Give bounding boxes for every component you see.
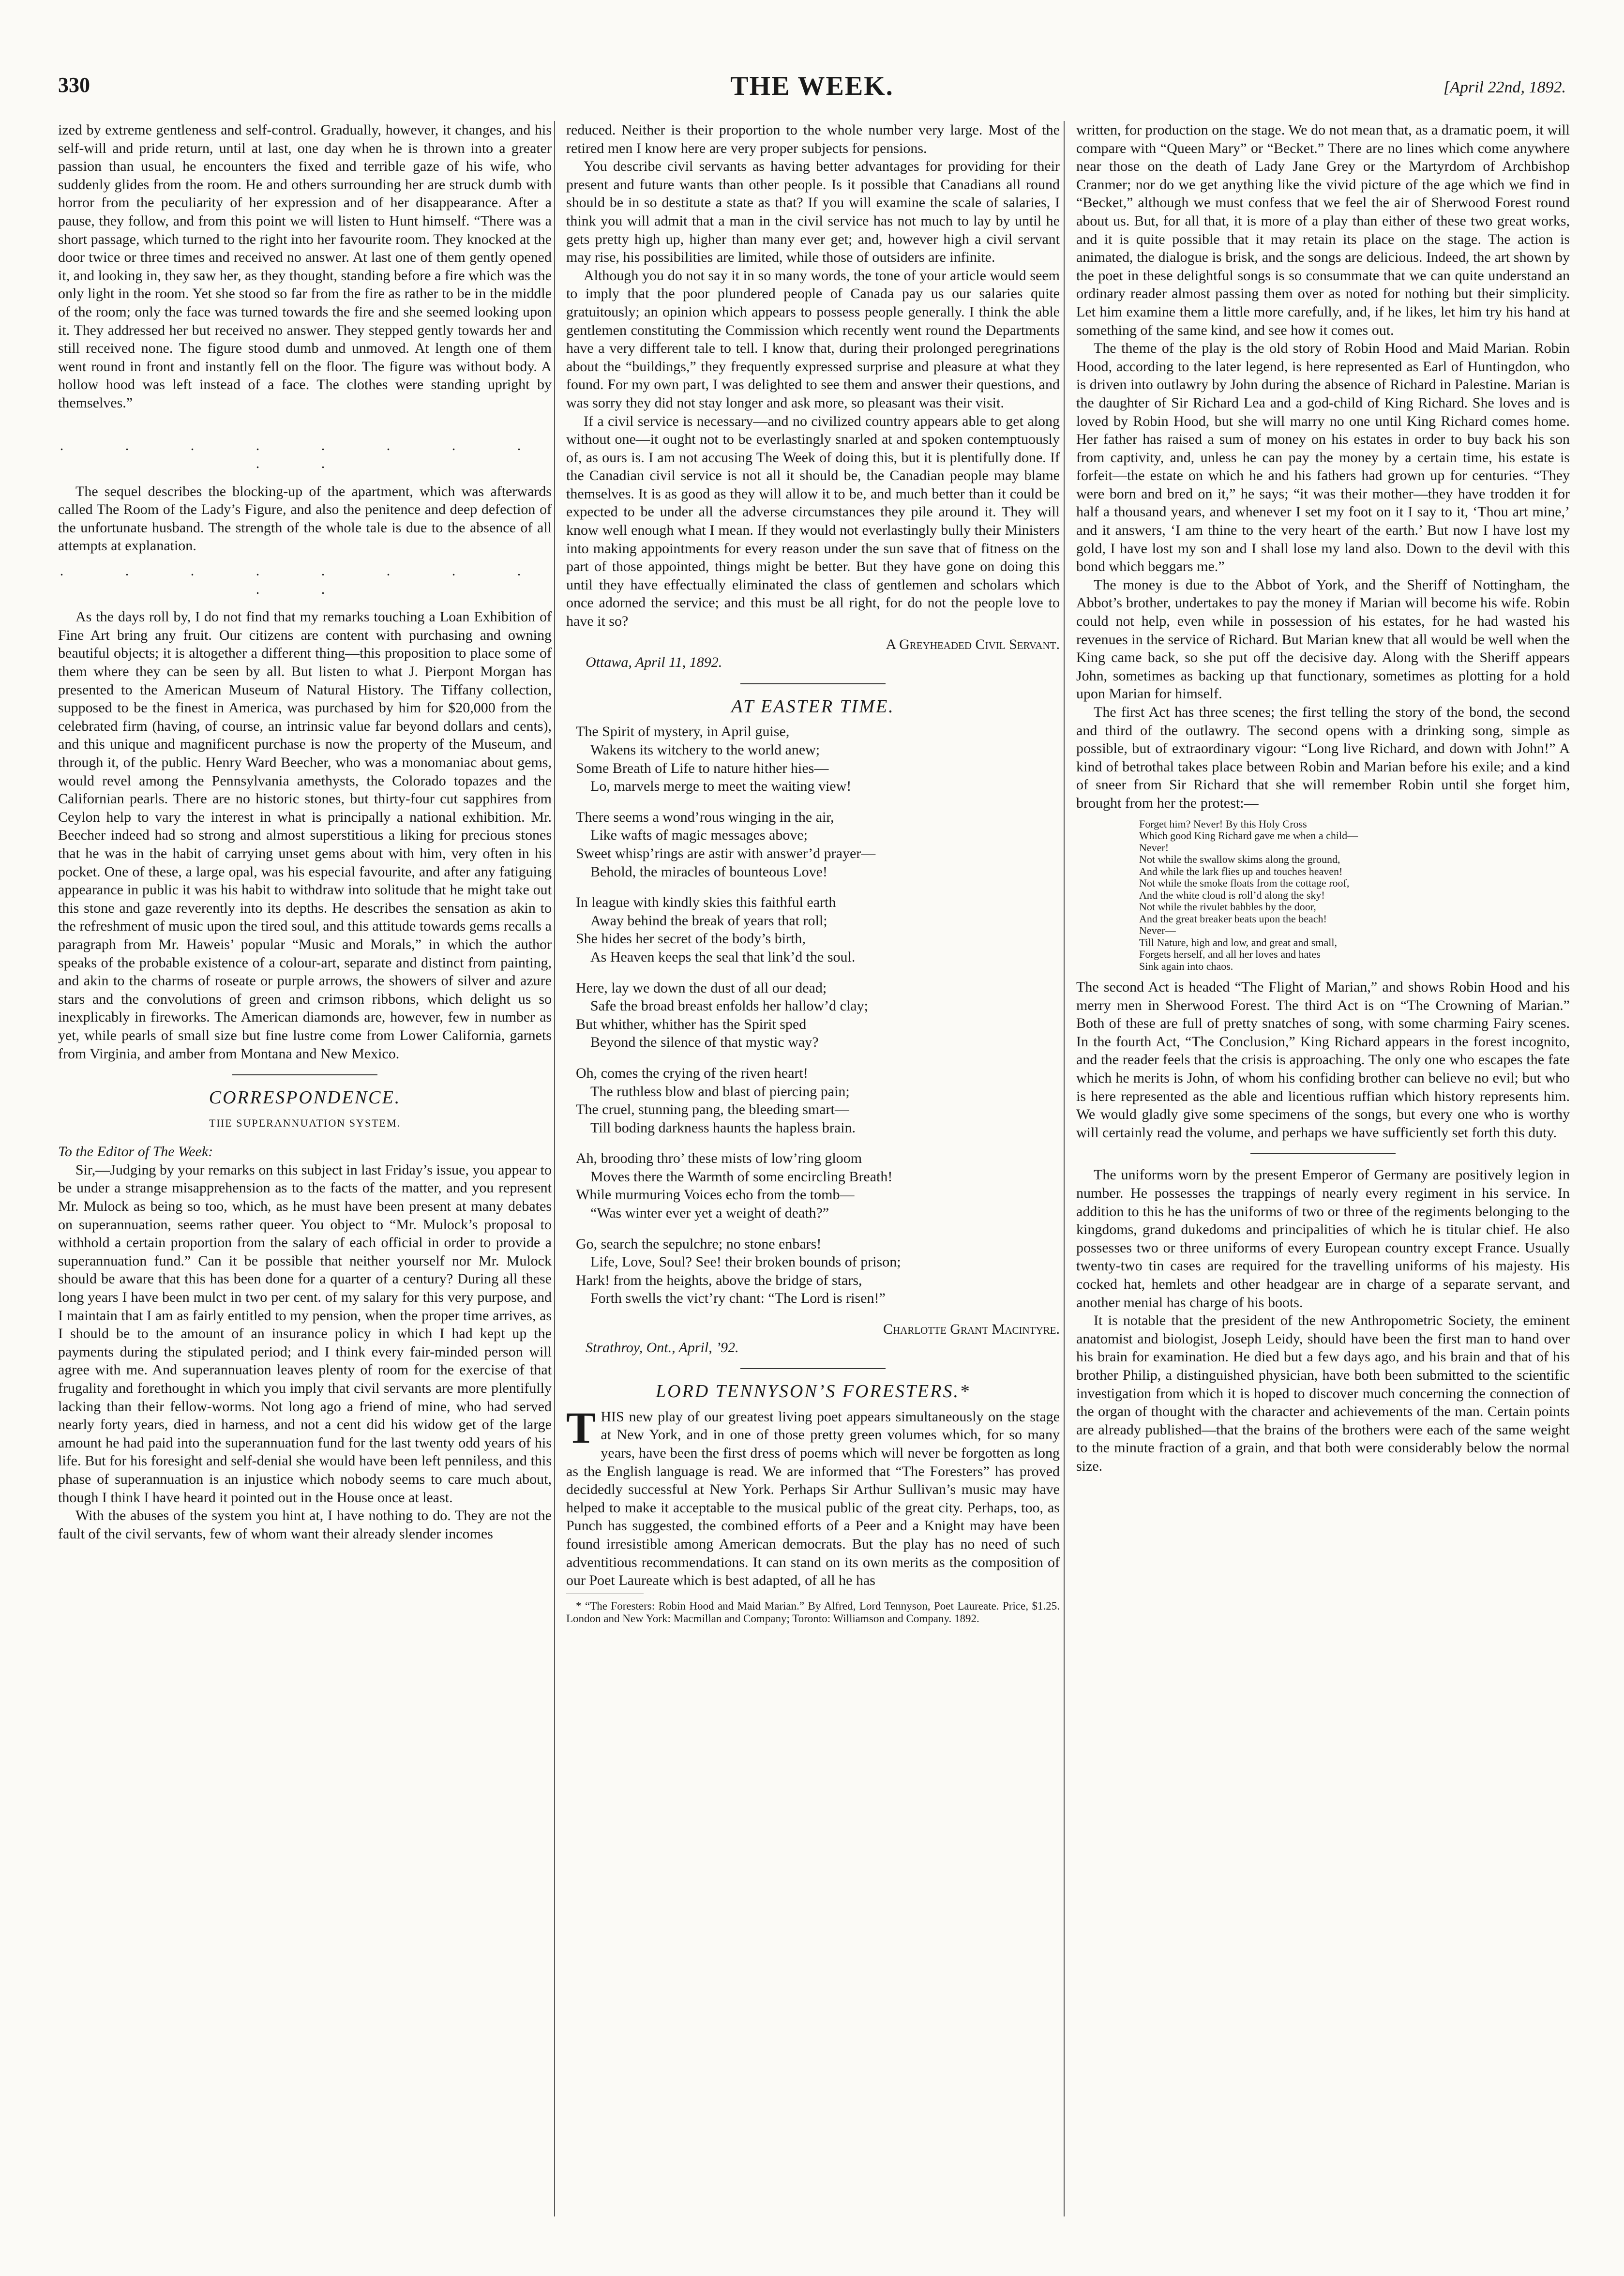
poem-dateline: Strathroy, Ont., April, ’92. — [586, 1339, 739, 1356]
column-divider — [554, 121, 555, 2216]
verse-line: Which good King Richard gave me when a child— — [1139, 829, 1358, 842]
poem-line: Oh, comes the crying of the riven heart! — [576, 1065, 808, 1081]
poem-author: Charlotte Grant Macintyre. — [883, 1321, 1060, 1338]
poem-line: Till boding darkness haunts the hapless brain. — [590, 1119, 856, 1136]
section-rule — [740, 683, 886, 684]
poem-stanza — [576, 723, 1060, 795]
verse-line: Forget him? Never! By this Holy Cross — [1139, 817, 1307, 830]
verse-line: Forgets herself, and all her loves and hates — [1139, 948, 1321, 961]
verse-line: And while the lark flies up and touches heaven! — [1139, 865, 1343, 877]
poem-line: There seems a wond’rous winging in the air, — [576, 809, 834, 825]
verse-line: Never— — [1139, 924, 1176, 937]
poem-line: Beyond the silence of that mystic way? — [590, 1034, 819, 1051]
section-rule — [740, 1368, 886, 1369]
poem-line: Ah, brooding thro’ these mists of low’ring gloom — [576, 1150, 862, 1167]
review-paragraph-text: HIS new play of our greatest living poet appears simultaneously on the stage at New York, and in one of those pretty green volumes which, for so many years, have been the first dress of poems which will never be forgotten as long as the English language is read. We are informed that “The Foresters” has proved decidedly successful at New York. Perhaps Sir Arthur Sullivan’s music may have helped to make it acceptable to the musical public of the great city. Perhaps, too, as Punch has suggested, the combined efforts of a Peer and a Knight may have been found irresistible among American democrats. But the play has no need of such adventitious recommendations. It can stand on its own merits as the composition of our Poet Laureate which is best adapted, of all he has — [566, 1408, 1060, 1589]
review-paragraph: The first Act has three scenes; the first telling the story of the bond, the second and third of the outlawry. The second opens with a drinking song, simple as possible, but of extraordinary vigour: “Long live Richard, and down with John!” A kind of betrothal takes place between Robin and Marian before his exile; and a kind of sneer from Sir Richard that she will remember Robin until she forget him, brought from her the protest:— — [1076, 704, 1570, 811]
verse-line: Till Nature, high and low, and great and small, — [1139, 936, 1337, 949]
column-1 — [58, 121, 552, 1543]
poem-title: AT EASTER TIME. — [731, 696, 895, 717]
poem-line: While murmuring Voices echo from the tomb— — [576, 1187, 855, 1203]
poem-line: As Heaven keeps the seal that link’d the soul. — [590, 949, 856, 965]
section-gap — [58, 412, 552, 430]
poem-line: The cruel, stunning pang, the bleeding smart— — [576, 1101, 849, 1118]
poem-line: She hides her secret of the body’s birth, — [576, 931, 806, 947]
letter-paragraph: reduced. Neither is their proportion to the whole number very large. Most of the retired men I know here are very proper subjects for pensions. — [566, 122, 1060, 156]
verse-line: And the white cloud is roll’d along the sky! — [1139, 889, 1325, 901]
page-number: 330 — [58, 73, 90, 97]
review-dropcap: T — [566, 1402, 596, 1452]
letter-subtitle: THE SUPERANNUATION SYSTEM. — [209, 1116, 401, 1129]
poem-line: Behold, the miracles of bounteous Love! — [590, 863, 827, 880]
column-divider — [1064, 121, 1065, 2216]
letter-paragraph: Although you do not say it in so many words, the tone of your article would seem to imply that the poor plundered people of Canada pay us our salaries quite gratuitously; an opinion which appears to possess people generally. I think the able gentlemen constituting the Commission which recently went round the Departments have a very different tale to tell. I know that, during their prolonged peregrinations about the “buildings,” they frequently expressed surprise and pleasure at what they found. For my own part, I was delighted to see them and answer their questions, and was sorry they did not stay longer and ask more, so pleasant was their visit. — [566, 267, 1060, 411]
poem-line: Life, Love, Soul? See! their broken bounds of prison; — [590, 1254, 901, 1270]
poem-line: Moves there the Warmth of some encircling Breath! — [590, 1168, 893, 1185]
letter-salutation: To the Editor of The Week: — [58, 1144, 213, 1160]
poem-line: Sweet whisp’rings are astir with answer’d prayer— — [576, 845, 876, 861]
review-paragraph — [566, 1402, 1060, 1590]
section-separator-dots: . . . . . . . . . . — [60, 437, 550, 472]
review-paragraph: written, for production on the stage. We do not mean that, as a dramatic poem, it will compare with “Queen Mary” or “Becket.” There are no lines which come anywhere near those on the death of Lady Jane Grey or the Martyrdom of Archbishop Cranmer; nor do we get anything like the vivid picture of the age which we find in “Becket,” although we must confess that we feel the air of Sherwood Forest round about us. But, for all that, it is more of a play than either of these two great works, and it is quite possible that it may retain its place on the stage. The action is animated, the dialogue is brisk, and the songs are delicious. Indeed, the art shown by the poet in these delightful songs is so consummate that we can quite understand an ordinary reader almost passing them over as noted for nothing but their simplicity. Let him examine them a little more carefully, and, if he likes, let him try his hand at something of the same kind, and see how it comes out. — [1076, 122, 1570, 338]
poem-stanza — [576, 979, 1060, 1052]
letter-paragraph: Sir,—Judging by your remarks on this subject in last Friday’s issue, you appear to be under a strange misapprehension as to the facts of the matter, and you represent Mr. Mulock as being so too, which, as he must have been present at many debates on superannuation, seems rather queer. You object to “Mr. Mulock’s proposal to withhold a certain proportion from the salary of each official in order to provide a superannuation fund.” Can it be possible that neither yourself nor Mr. Mulock should be aware that this has been done for a quarter of a century? During all these long years I have been mulct in two per cent. of my salary for this very purpose, and I maintain that I am as fairly entitled to my pension, when the proper time arrives, as I should be to the amount of an insurance policy in which I had kept up the payments during the stipulated period; and I think every fair-minded person will agree with me. And superannuation leaves plenty of room for the exercise of that frugality and forethought in which you imply that civil servants are more plentifully lacking than their fellow-worms. Not long ago a friend of mine, who had served nearly forty years, died in harness, and not a cent did his widow get of the large amount he had paid into the superannuation fund for the last twenty odd years of his life. But for his foresight and self-denial she would have been left penniless, and this phase of superannuation is an injustice which nobody seems to care much about, though I think I have heard it pointed out in the House once at least. — [58, 1161, 552, 1506]
section-separator-dots: . . . . . . . . . . — [60, 563, 550, 597]
review-paragraph: The second Act is headed “The Flight of Marian,” and shows Robin Hood and his merry men in Sherwood Forest. The third Act is on “The Crowning of Marian.” Both of these are full of pretty snatches of song, with some charming Fairy scenes. In the fourth Act, “The Conclusion,” King Richard appears in the forest incognito, and the reader feels that the crisis is approaching. The only one who escapes the fate which he merits is John, of whom his confiding brother can believe no evil; but who is here represented as the able and licentious ruffian which history represents him. We would gladly give some specimens of the songs, but every one who is worthy will certainly read the volume, and perhaps we have sufficiently set forth this duty. — [1076, 979, 1570, 1141]
masthead-title: THE WEEK. — [730, 71, 894, 101]
poem-line: Wakens its witchery to the world anew; — [590, 742, 820, 758]
section-rule — [1250, 1153, 1396, 1154]
verse-line: Never! — [1139, 841, 1169, 854]
poem-line: Here, lay we down the dust of all our dead; — [576, 980, 827, 996]
poem-line: Hark! from the heights, above the bridge of stars, — [576, 1272, 862, 1288]
review-footnote: * “The Foresters: Robin Hood and Maid Marian.” By Alfred, Lord Tennyson, Poet Laureate. Price, $1.25. London and New York: Macmillan and Company; Toronto: Williamson and Company. 1892. — [566, 1599, 1060, 1625]
page-header — [58, 73, 1566, 111]
letter-paragraph: If a civil service is necessary—and no civilized country appears able to get along without one—it ought not to be everlastingly snarled at and spoken contemptuously of, as ours is. I am not accusing The Week of doing this, but it is plentifully done. If the Canadian civil service is not all it should be, the Canadian people may blame themselves. It is as good as they will allow it to be, and much better than it could be expected to be under all the adverse circumstances they pile around it. They will know well enough what I mean. If they would not everlastingly bully their Ministers into making appointments for every reason under the sun save that of fitness on the part of those appointed, things might be better. But they have gone on doing this until they have effectually eliminated the class of gentlemen and scholars which once adorned the service; and this must be all right, for do not the people love to have it so? — [566, 413, 1060, 630]
verse-line: Not while the rivulet babbles by the door, — [1139, 901, 1316, 913]
verse-line: Not while the swallow skims along the ground, — [1139, 853, 1340, 866]
art-exhibition-paragraph: As the days roll by, I do not find that my remarks touching a Loan Exhibition of Fine Art bring any fruit. Our citizens are content with purchasing and owning beautiful objects; it is altogether a different thing—this proposition to place some of them where they can be seen by all. But listen to what J. Pierpont Morgan has presented to the American Museum of Natural History. The Tiffany collection, supposed to be the finest in America, was purchased by him for $20,000 from the celebrated firm (having, of course, an intrinsic value far beyond dollars and cents), and this unique and magnificent purchase is now the property of the Museum, and through it, of the public. Henry Ward Beecher, who was a monomaniac about gems, would revel among the Pennsylvania amethysts, the Colorado topazes and the Californian pearls. There are no historic stones, but thirty-four cut sapphires from Ceylon help to vary the interest in what is principally a national exhibition. Mr. Beecher indeed had so strong and almost superstitious a liking for precious stones that he was in the habit of carrying unset gems about with him, very often in his pocket. One of these, a large opal, was his especial favourite, and after any fatiguing appearance in public it was his habit to withdraw into solitude that he might take out this stone and gaze reverently into its depths. He describes the sensation as akin to the refreshment of music upon the tired soul, and this attitude towards gems recalls a paragraph from Mr. Haweis’ popular “Music and Morals,” in which the author speaks of the probable existence of a colour-art, separate and distinct from painting, and akin to the charms of roseate or purple arrows, the showers of silver and azure stars and the convolutions of green and crimson ribbons, which delight us so inexplicably in fireworks. The American diamonds are, however, few in number as yet, while pearls of small size but fine lustre come from Lower California, garnets from Virginia, and amber from Montana and New Mexico. — [58, 609, 552, 1062]
verse-line: Sink again into chaos. — [1139, 960, 1233, 972]
poem-line: The Spirit of mystery, in April guise, — [576, 723, 790, 740]
poem-stanza — [576, 1064, 1060, 1137]
poem-line: In league with kindly skies this faithful earth — [576, 894, 836, 911]
letter-paragraph: With the abuses of the system you hint at, I have nothing to do. They are not the fault of the civil servants, few of whom want their already slender incomes — [58, 1507, 552, 1542]
section-rule — [232, 1074, 377, 1075]
column-2 — [566, 121, 1060, 1625]
uniforms-paragraph: The uniforms worn by the present Emperor of Germany are positively legion in number. He possesses the trappings of nearly every regiment in his service. In addition to this he has the uniforms of two or three of the regiments belonging to the kingdoms, grand dukedoms and principalities of which he is titular chief. He also possesses two or three uniforms of every European country except France. Usually twenty-two tin cases are required for the travelling uniforms of his majesty. His cocked hat, hemlets and other headgear are in charge of a separate servant, and another menial has charge of his boots. — [1076, 1167, 1570, 1311]
review-paragraph: The theme of the play is the old story of Robin Hood and Maid Marian. Robin Hood, according to the later legend, is here represented as Earl of Huntingdon, who is driven into outlawry by John during the absence of Richard in Palestine. Marian is the daughter of Sir Richard Lea and a god-child of King Richard. She loves and is loved by Robin Hood, but she will marry no one until King Richard comes home. Her father has raised a sum of money on his estates in order to buy back his son from captivity, and, unless he can pay the money by a certain time, his estate is forfeit—the estate on which he and his fathers had grown up for centuries. “They were born and bred on it,” he says; “it was their mother—they have trodden it for half a thousand years, and whenever I set my foot on it I say to it, ‘Thou art mine,’ and it answers, ‘I am thine to the very heart of the earth.’ But now I have lost my gold, I have lost my son and I shall lose my land also. Down to the devil with this bond which beggars me.” — [1076, 340, 1570, 575]
story-paragraph: ized by extreme gentleness and self-control. Gradually, however, it changes, and his self-will and pride return, until at last, one day when he is thrown into a greater passion than usual, he encounters the fixed and terrible gaze of his wife, who suddenly glides from the room. He and others surrounding her are struck dumb with horror from the peculiarity of her expression and of her disappearance. After a pause, they follow, and from this point we will listen to Hunt himself. “There was a short passage, which turned to the right into her favourite room. They knocked at the door twice or three times and received no answer. At last one of them gently opened it, and looking in, they saw her, as they thought, standing before a fire which was the only light in the room. Yet she stood so far from the fire as rather to be in the middle of the room; only the face was turned towards the fire and she seemed looking upon it. They addressed her but received no answer. They stepped gently towards her and still received none. The figure stood dumb and unmoved. At length one of them went round in front and instantly fell on the floor. The figure was without body. A hollow hood was left instead of a face. The clothes were standing upright by themselves.” — [58, 122, 552, 411]
review-title: LORD TENNYSON’S FORESTERS.* — [656, 1381, 970, 1402]
verse-line: And the great breaker beats upon the beach! — [1139, 912, 1327, 925]
verse-line: Not while the smoke floats from the cottage roof, — [1139, 877, 1350, 889]
story-paragraph: The sequel describes the blocking-up of the apartment, which was afterwards called The Room of the Lady’s Figure, and also the penitence and deep defection of the unfortunate husband. The strength of the whole tale is due to the absence of all attempts at explanation. — [58, 483, 552, 554]
review-paragraph: The money is due to the Abbot of York, and the Sheriff of Nottingham, the Abbot’s brother, undertakes to pay the money if Marian will become his wife. Robin could not help, even while in possession of his estates, for he had wasted his revenues in the service of Richard. But Marian knew that all would be well when the King came back, so she put off the decisive day. Along with the Sheriff appears John, sometimes as backing up that functionary, sometimes as plotting for a hold upon Marian for himself. — [1076, 576, 1570, 702]
poem-line: But whither, whither has the Spirit sped — [576, 1016, 807, 1032]
poem-stanza — [576, 1235, 1060, 1308]
letter-signature: A Greyheaded Civil Servant. — [886, 636, 1060, 652]
column-3 — [1076, 121, 1570, 1476]
poem-line: “Was winter ever yet a weight of death?” — [590, 1205, 829, 1221]
poem-line: Safe the broad breast enfolds her hallow’d clay; — [590, 998, 868, 1014]
issue-date: [April 22nd, 1892. — [1443, 78, 1566, 96]
poem-body — [566, 723, 1060, 1308]
poem-line: Lo, marvels merge to meet the waiting view! — [590, 778, 852, 795]
correspondence-heading: CORRESPONDENCE. — [209, 1087, 401, 1108]
poem-stanza — [576, 808, 1060, 881]
anthropometric-paragraph: It is notable that the president of the new Anthropometric Society, the eminent anatomist and biologist, Joseph Leidy, should have been the first man to hand over his brain for examination. He died but a few days ago, and his brain and that of his brother Philip, a distinguished physician, have both been submitted to the scientific investigation from which it is hoped to discover much concerning the connection of the organ of thought with the character and achievements of the man. Certain points are already published—that the brains of the brothers were each of the same weight to the minute fraction of a grain, and that both were considerably below the normal size. — [1076, 1312, 1570, 1474]
letter-paragraph: You describe civil servants as having better advantages for providing for their present and future wants than other people. Is it possible that Canadians all round should be in so destitute a state as that? If you will examine the scale of salaries, I think you will admit that a man in the civil service has not much to lay by until he gets pretty high up, higher than many ever get; and, however high a civil servant may rise, his possibilities are limited, while those of outsiders are infinite. — [566, 158, 1060, 266]
poem-stanza — [576, 893, 1060, 966]
quoted-verse — [1076, 818, 1570, 973]
poem-line: Like wafts of magic messages above; — [590, 827, 808, 844]
poem-line: The ruthless blow and blast of piercing pain; — [590, 1083, 850, 1100]
poem-line: Forth swells the vict’ry chant: “The Lord is risen!” — [590, 1290, 886, 1307]
poem-stanza — [576, 1149, 1060, 1222]
poem-line: Away behind the break of years that roll; — [590, 912, 827, 929]
poem-line: Go, search the sepulchre; no stone enbars! — [576, 1236, 822, 1252]
letter-dateline: Ottawa, April 11, 1892. — [586, 654, 722, 671]
poem-line: Some Breath of Life to nature hither hies— — [576, 760, 829, 776]
